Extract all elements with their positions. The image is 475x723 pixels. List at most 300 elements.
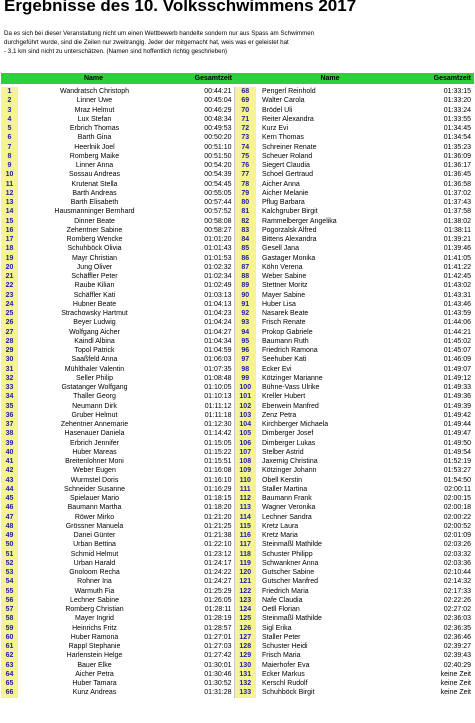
- time-left: 01:01:53: [204, 254, 232, 262]
- name-right: Dimberger Josef: [262, 430, 314, 438]
- place-right: 76: [234, 161, 256, 170]
- place-right: 112: [234, 494, 256, 503]
- time-right: 02:36:46: [443, 633, 471, 641]
- table-row: [1, 439, 474, 448]
- place-right: 104: [234, 420, 256, 429]
- time-right: 02:03:26: [443, 541, 471, 549]
- table-row: [1, 596, 474, 605]
- time-left: 01:23:12: [204, 550, 232, 558]
- time-right: 02:36:03: [443, 615, 471, 623]
- time-right: 02:27:02: [443, 606, 471, 613]
- place-right: 88: [234, 272, 256, 281]
- time-left: 01:28:57: [204, 624, 232, 632]
- time-left: 01:31:28: [204, 689, 232, 697]
- place-right: 73: [234, 133, 256, 142]
- time-right: 02:00:11: [444, 485, 471, 493]
- time-left: 01:15:51: [204, 458, 232, 465]
- name-right: Bittens Alexandra: [262, 236, 317, 243]
- time-left: 01:30:52: [204, 680, 232, 687]
- place-right: 92: [234, 309, 256, 318]
- place-right: 91: [234, 300, 256, 309]
- time-right: 01:43:31: [443, 291, 471, 299]
- name-right: Eberwein Manfred: [262, 402, 319, 410]
- name-right: Bühne-Vass Ulrike: [262, 384, 320, 391]
- time-right: 01:54:50: [443, 476, 471, 484]
- table-row: [1, 503, 474, 512]
- time-right: 01:49:44: [443, 421, 471, 428]
- table-row: [1, 309, 474, 318]
- name-left: Romberg Maike: [69, 152, 120, 160]
- name-right: Schuhböck Birgit: [262, 689, 315, 697]
- time-left: 01:10:13: [204, 393, 232, 401]
- place-right: 106: [234, 439, 256, 448]
- name-right: Obell Kerstin: [262, 476, 303, 484]
- name-right: Pengerl Reinhold: [262, 88, 316, 95]
- place-left: 58: [1, 614, 18, 623]
- time-right: 01:37:43: [443, 199, 471, 206]
- time-left: 01:27:03: [204, 643, 232, 650]
- time-right: 02:36:35: [443, 624, 471, 632]
- name-right: Prokop Gabriele: [262, 328, 313, 336]
- table-row: [1, 226, 474, 235]
- intro-line: - 3,1 km sind nicht zu unterschätzen. (Namen sind hoffentlich richtig geschrieben): [4, 48, 228, 55]
- name-left: Mraz Helmut: [74, 106, 115, 114]
- name-left: Jung Oliver: [76, 263, 113, 271]
- name-left: Gstatanger Wolfgang: [61, 384, 128, 391]
- table-row: [1, 235, 474, 244]
- name-right: Frisch Renate: [262, 319, 306, 327]
- place-left: 2: [1, 96, 18, 105]
- place-right: 133: [234, 688, 256, 697]
- place-right: 101: [234, 392, 256, 401]
- time-left: 00:57:52: [204, 208, 232, 216]
- place-left: 51: [1, 550, 18, 559]
- name-left: Beyer Ludwig: [73, 319, 116, 327]
- place-right: 120: [234, 568, 256, 577]
- table-row: [1, 559, 474, 568]
- time-right: 01:37:58: [443, 208, 471, 216]
- place-right: 115: [234, 522, 256, 531]
- name-left: Topol Patrick: [74, 347, 115, 354]
- table-row: [1, 476, 474, 485]
- place-left: 8: [1, 152, 18, 161]
- place-left: 34: [1, 392, 18, 401]
- time-left: 01:03:13: [204, 291, 232, 299]
- name-right: Mayer Sabine: [262, 291, 306, 299]
- place-left: 49: [1, 531, 18, 540]
- table-row: [1, 411, 474, 420]
- place-left: 46: [1, 503, 18, 512]
- name-right: Kerschl Rudolf: [262, 680, 308, 687]
- table-row: [1, 161, 474, 170]
- time-right: 01:49:50: [443, 439, 471, 447]
- name-right: Aicher Anna: [262, 180, 300, 188]
- time-left: 01:28:11: [204, 606, 232, 613]
- time-right: 02:40:29: [443, 661, 471, 669]
- name-right: Pflug Barbara: [262, 199, 305, 206]
- time-left: 01:15:05: [204, 439, 232, 447]
- place-right: 89: [234, 281, 256, 290]
- table-row: [1, 485, 474, 494]
- name-left: Strachowsky Hartmut: [61, 310, 128, 317]
- name-right: Schuster Philipp: [262, 550, 313, 558]
- time-left: 01:24:27: [204, 578, 232, 586]
- time-right: 01:33:24: [443, 106, 471, 114]
- table-row: [1, 577, 474, 586]
- time-right: 01:37:02: [443, 189, 471, 197]
- name-left: Gruber Helmut: [71, 411, 118, 419]
- table-row: [1, 180, 474, 189]
- header-time-right: Gesamtzeit: [404, 73, 474, 84]
- name-left: Saaßfeld Anna: [71, 356, 118, 364]
- name-right: Oetll Florian: [262, 606, 300, 613]
- time-left: 01:07:35: [204, 365, 232, 373]
- place-left: 29: [1, 346, 18, 355]
- table-row: [1, 355, 474, 364]
- name-right: Schuster Heidi: [262, 643, 308, 650]
- time-right: 01:49:42: [443, 411, 471, 419]
- table-row: [1, 189, 474, 198]
- name-left: Hubner Beate: [72, 300, 117, 308]
- time-right: 02:00:22: [443, 513, 471, 521]
- name-right: Rammelberger Angelika: [262, 217, 337, 225]
- place-right: 130: [234, 661, 256, 670]
- name-left: Hausmanninger Bernhard: [54, 208, 135, 216]
- time-right: 02:22:26: [443, 596, 471, 604]
- name-right: Kalchgruber Birgit: [262, 208, 318, 216]
- table-row: [1, 217, 474, 226]
- time-right: 02:03:36: [443, 559, 471, 567]
- table-row: [1, 337, 474, 346]
- time-right: 02:17:33: [443, 587, 471, 595]
- place-left: 64: [1, 670, 18, 679]
- time-right: 01:35:23: [443, 143, 471, 151]
- name-right: Huber Lisa: [262, 300, 296, 308]
- time-right: 01:43:46: [443, 300, 471, 308]
- name-right: Wagner Veronika: [262, 504, 316, 512]
- place-left: 47: [1, 513, 18, 522]
- time-right: 01:38:02: [443, 217, 471, 225]
- table-row: [1, 328, 474, 337]
- time-left: 00:49:53: [204, 125, 232, 132]
- name-left: Linner Uwe: [76, 97, 113, 105]
- table-row: [1, 614, 474, 623]
- place-right: 114: [234, 513, 256, 522]
- intro-text: [4, 29, 472, 56]
- place-left: 45: [1, 494, 18, 503]
- place-left: 30: [1, 355, 18, 364]
- time-right: keine Zeit: [440, 680, 471, 687]
- name-right: Gastager Monika: [262, 254, 316, 262]
- time-right: 01:41:22: [443, 263, 471, 271]
- place-right: 111: [234, 485, 256, 494]
- name-left: Schäffler Peter: [71, 273, 118, 280]
- place-left: 52: [1, 559, 18, 568]
- place-right: 85: [234, 244, 256, 253]
- place-left: 12: [1, 189, 18, 198]
- table-row: [1, 392, 474, 401]
- name-left: Romberg Wencke: [66, 236, 123, 243]
- place-left: 60: [1, 633, 18, 642]
- time-right: 01:44:21: [443, 328, 471, 336]
- table-row: [1, 633, 474, 642]
- name-left: Heinrichs Fritz: [72, 624, 117, 632]
- name-left: Krutenat Stella: [71, 180, 118, 188]
- name-left: Schneider Susanne: [63, 485, 126, 493]
- name-right: Stettner Moritz: [262, 282, 308, 290]
- time-right: 01:42:45: [443, 273, 471, 280]
- time-left: 01:02:49: [204, 282, 232, 290]
- place-left: 62: [1, 651, 18, 660]
- name-right: Nasarek Beate: [262, 310, 309, 317]
- results-body: [1, 87, 474, 698]
- time-left: 01:22:10: [204, 541, 232, 549]
- time-left: 01:04:59: [204, 347, 232, 354]
- name-left: Zehentner Annemarie: [60, 421, 129, 428]
- table-row: [1, 96, 474, 105]
- table-row: [1, 624, 474, 633]
- place-left: 3: [1, 106, 18, 115]
- name-left: Mühlthaler Valentin: [64, 365, 125, 373]
- time-left: 01:12:30: [204, 421, 232, 428]
- place-right: 98: [234, 365, 256, 374]
- place-right: 105: [234, 429, 256, 438]
- place-left: 9: [1, 161, 18, 170]
- time-left: 01:30:01: [204, 661, 232, 669]
- place-left: 48: [1, 522, 18, 531]
- table-row: [1, 152, 474, 161]
- time-left: 00:58:27: [204, 226, 232, 234]
- time-left: 00:45:04: [204, 97, 232, 105]
- place-left: 15: [1, 217, 18, 226]
- name-right: Schreiner Renate: [262, 143, 317, 151]
- name-left: Wurmstel Doris: [70, 476, 119, 484]
- time-right: 01:36:17: [443, 162, 471, 169]
- header-number-left: [1, 73, 18, 84]
- table-row: [1, 281, 474, 290]
- place-left: 56: [1, 596, 18, 605]
- name-left: Urban Bettina: [73, 541, 116, 549]
- name-left: Thaller Georg: [73, 393, 116, 401]
- table-row: [1, 540, 474, 549]
- place-left: 17: [1, 235, 18, 244]
- time-left: 01:11:18: [204, 411, 232, 419]
- name-left: Schmid Helmut: [70, 550, 119, 558]
- name-left: Urban Harald: [73, 559, 116, 567]
- name-left: Rohner Ina: [77, 578, 112, 586]
- time-right: 02:14:32: [443, 578, 471, 586]
- time-right: 01:41:05: [443, 254, 471, 262]
- time-right: 01:38:11: [444, 226, 471, 234]
- place-left: 23: [1, 291, 18, 300]
- name-left: Schäffler Kati: [73, 291, 116, 299]
- place-right: 70: [234, 106, 256, 115]
- name-left: Schuhböck Olivia: [67, 245, 122, 253]
- time-right: 01:49:36: [443, 393, 471, 401]
- time-left: 00:46:29: [204, 106, 232, 114]
- place-left: 38: [1, 429, 18, 438]
- place-left: 32: [1, 374, 18, 383]
- time-left: 01:06:03: [204, 356, 232, 364]
- table-row: [1, 291, 474, 300]
- name-left: Sossau Andreas: [69, 171, 120, 179]
- place-right: 77: [234, 170, 256, 179]
- table-row: [1, 679, 474, 688]
- table-row: [1, 170, 474, 179]
- time-right: 01:49:47: [443, 430, 471, 438]
- time-left: 01:16:08: [204, 467, 232, 475]
- time-left: 01:21:25: [204, 522, 232, 530]
- time-left: 01:18:15: [204, 495, 232, 502]
- time-right: 01:36:58: [443, 180, 471, 188]
- place-left: 36: [1, 411, 18, 420]
- table-row: [1, 272, 474, 281]
- name-right: Scheuer Roland: [262, 152, 313, 160]
- name-right: Kreller Hubert: [262, 393, 306, 401]
- time-left: 00:51:10: [204, 143, 232, 151]
- table-row: [1, 254, 474, 263]
- name-left: Breitenlohner Moni: [65, 458, 124, 465]
- place-right: 103: [234, 411, 256, 420]
- time-right: 01:39:21: [443, 236, 471, 243]
- time-right: 01:49:54: [443, 448, 471, 456]
- time-right: 01:49:07: [443, 365, 471, 373]
- time-left: 01:26:05: [204, 596, 232, 604]
- name-left: Wandratsch Christoph: [60, 88, 129, 95]
- time-left: 01:24:17: [204, 559, 232, 567]
- table-row: [1, 198, 474, 207]
- place-left: 50: [1, 540, 18, 549]
- time-left: 00:51:50: [204, 152, 232, 160]
- table-row: [1, 318, 474, 327]
- table-row: [1, 670, 474, 679]
- time-left: 01:24:22: [204, 569, 232, 576]
- place-right: 125: [234, 614, 256, 623]
- time-left: 01:18:20: [204, 504, 232, 512]
- place-left: 14: [1, 207, 18, 216]
- place-right: 75: [234, 152, 256, 161]
- place-right: 87: [234, 263, 256, 272]
- name-left: Erbrich Thomas: [69, 125, 120, 132]
- place-right: 113: [234, 503, 256, 512]
- place-right: 93: [234, 318, 256, 327]
- place-right: 124: [234, 605, 256, 614]
- name-left: Lechner Sabine: [69, 596, 120, 604]
- table-row: [1, 365, 474, 374]
- place-left: 7: [1, 143, 18, 152]
- table-row: [1, 124, 474, 133]
- place-left: 4: [1, 115, 18, 124]
- place-left: 10: [1, 170, 18, 179]
- place-left: 59: [1, 624, 18, 633]
- time-left: 01:16:29: [204, 485, 232, 493]
- name-right: Walter Carola: [262, 97, 305, 105]
- place-left: 35: [1, 402, 18, 411]
- name-right: Staller Peter: [262, 633, 301, 641]
- time-left: 00:58:08: [204, 217, 232, 225]
- name-left: Romberg Christian: [65, 606, 124, 613]
- name-right: Aicher Melanie: [262, 189, 309, 197]
- name-right: Steinmaßl Mathilde: [262, 615, 322, 623]
- time-left: 01:01:20: [204, 236, 232, 243]
- name-right: Gutscher Sabine: [262, 569, 315, 576]
- name-left: Danei Günter: [73, 532, 116, 539]
- time-right: 01:33:20: [443, 97, 471, 105]
- time-right: 01:45:07: [443, 347, 471, 354]
- place-right: 81: [234, 207, 256, 216]
- name-left: Kunz Andreas: [72, 689, 117, 697]
- name-left: Heerlnik Joel: [74, 143, 115, 151]
- name-right: Baumann Frank: [262, 495, 312, 502]
- name-right: Ecker Markus: [262, 670, 305, 678]
- time-left: 01:11:12: [204, 402, 232, 410]
- table-row: [1, 466, 474, 475]
- place-left: 57: [1, 605, 18, 614]
- place-left: 42: [1, 466, 18, 475]
- table-row: [1, 402, 474, 411]
- place-left: 39: [1, 439, 18, 448]
- place-left: 31: [1, 365, 18, 374]
- place-left: 21: [1, 272, 18, 281]
- place-right: 80: [234, 198, 256, 207]
- name-left: Huber Mareas: [72, 448, 117, 456]
- time-right: 01:43:02: [443, 282, 471, 290]
- table-row: [1, 522, 474, 531]
- name-left: Barth Elisabeth: [70, 199, 119, 206]
- name-right: Ecker Evi: [262, 365, 292, 373]
- time-right: keine Zeit: [440, 689, 471, 697]
- name-left: Mayer Ingrid: [75, 615, 114, 623]
- time-left: 01:04:27: [204, 328, 232, 336]
- name-left: Bauer Elke: [77, 661, 112, 669]
- name-left: Hasenauer Daniela: [64, 430, 125, 438]
- time-left: 01:30:46: [204, 670, 232, 678]
- place-right: 122: [234, 587, 256, 596]
- place-right: 117: [234, 540, 256, 549]
- table-row: [1, 244, 474, 253]
- place-right: 129: [234, 651, 256, 660]
- time-left: 01:25:29: [204, 587, 232, 595]
- results-table: [1, 73, 474, 698]
- time-left: 01:21:20: [204, 513, 232, 521]
- name-left: Aicher Petra: [75, 670, 114, 678]
- header-name-right: Name: [256, 73, 404, 84]
- table-row: [1, 383, 474, 392]
- place-right: 107: [234, 448, 256, 457]
- place-right: 110: [234, 476, 256, 485]
- place-right: 121: [234, 577, 256, 586]
- place-left: 26: [1, 318, 18, 327]
- place-left: 63: [1, 661, 18, 670]
- name-right: Kern Thomas: [262, 134, 304, 142]
- time-left: 01:28:19: [204, 615, 232, 623]
- place-right: 68: [234, 87, 256, 96]
- name-left: Huber Tamara: [72, 680, 117, 687]
- table-row: [1, 115, 474, 124]
- table-header-row: [1, 73, 474, 84]
- table-row: [1, 133, 474, 142]
- place-left: 25: [1, 309, 18, 318]
- time-left: 01:04:23: [204, 310, 232, 317]
- time-right: 01:46:09: [443, 356, 471, 364]
- name-right: Siegert Claudia: [262, 162, 310, 169]
- place-right: 123: [234, 596, 256, 605]
- place-right: 84: [234, 235, 256, 244]
- time-right: 01:53:27: [443, 467, 471, 475]
- table-row: [1, 513, 474, 522]
- time-right: 02:00:18: [443, 504, 471, 512]
- place-left: 1: [1, 87, 18, 96]
